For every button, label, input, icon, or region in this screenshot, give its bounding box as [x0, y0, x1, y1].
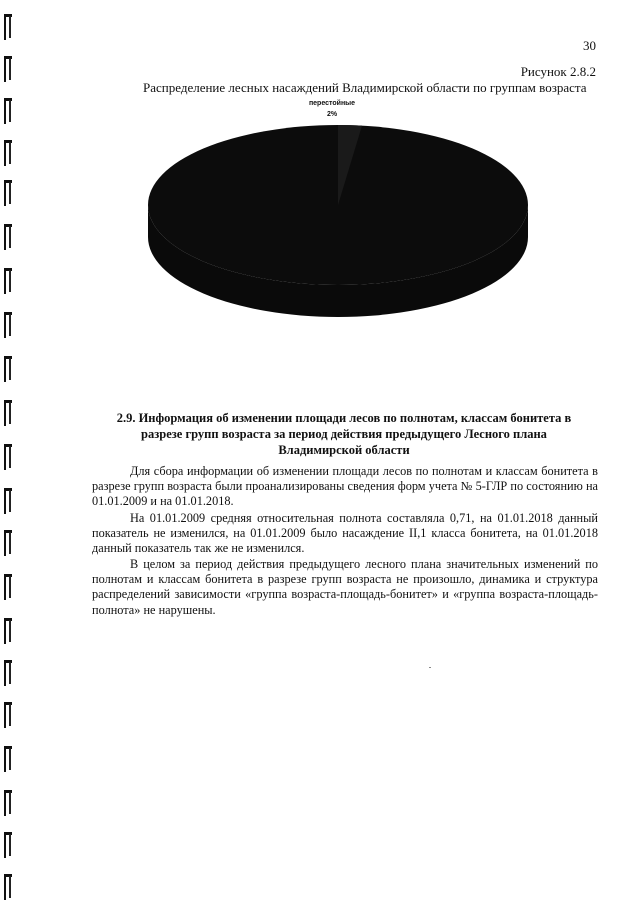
- binder-hole: [4, 574, 12, 600]
- figure-label: Рисунок 2.8.2: [520, 64, 596, 79]
- binder-hole: [4, 444, 12, 470]
- paragraph: [92, 557, 598, 618]
- binder-hole: [4, 14, 12, 40]
- binder-hole: [4, 400, 12, 426]
- section-heading: [84, 410, 604, 458]
- binder-hole: [4, 56, 12, 82]
- section-heading-line: Владимирской области: [278, 443, 410, 457]
- binder-hole: [4, 618, 12, 644]
- binder-hole: [4, 488, 12, 514]
- paragraph-text: На 01.01.2009 средняя относительная полнота составляла 0,71, на 01.01.2018 данный показатель не изменился, на 01.01.2009 было насаждение II,1 класса бонитета, на 01.01.2018 данный показатель так же не изменился.: [92, 511, 598, 556]
- pie-chart: [0, 90, 640, 380]
- binder-hole: [4, 746, 12, 772]
- paragraph: [92, 464, 598, 510]
- page-number: 30: [583, 38, 596, 53]
- binder-hole: [4, 660, 12, 686]
- paragraph-text: Для сбора информации об изменении площади лесов по полнотам и классам бонитета в разрезе групп возраста были проанализированы сведения форм учета № 5-ГЛР по состоянию на 01.01.2009 и на 01.01.2018.: [92, 464, 598, 509]
- binder-hole: [4, 874, 12, 900]
- slice-label-name: перестойные: [308, 100, 356, 107]
- binder-hole: [4, 790, 12, 816]
- scan-speck: [429, 667, 431, 668]
- section-heading-line: 2.9. Информация об изменении площади лесов по полнотам, классам бонитета в: [116, 411, 572, 425]
- binder-hole: [4, 530, 12, 556]
- paragraph: [92, 511, 598, 557]
- binder-hole: [4, 832, 12, 858]
- section-heading-line: разрезе групп возраста за период действия предыдущего Лесного плана: [141, 427, 547, 441]
- paragraph-text: В целом за период действия предыдущего лесного плана значительных изменений по полнотам и классам бонитета в разрезе групп возраста не произошло, динамика и структура распределений зависимости «группа возраста-площадь-бонитет» и «группа возраста-площадь-полнота» не нарушены.: [92, 557, 598, 617]
- figure-title: Распределение лесных насаждений Владимирской области по группам возраста: [143, 80, 587, 95]
- slice-label-value: 2%: [326, 111, 338, 118]
- pie-chart-svg: [0, 90, 640, 380]
- binder-hole: [4, 702, 12, 728]
